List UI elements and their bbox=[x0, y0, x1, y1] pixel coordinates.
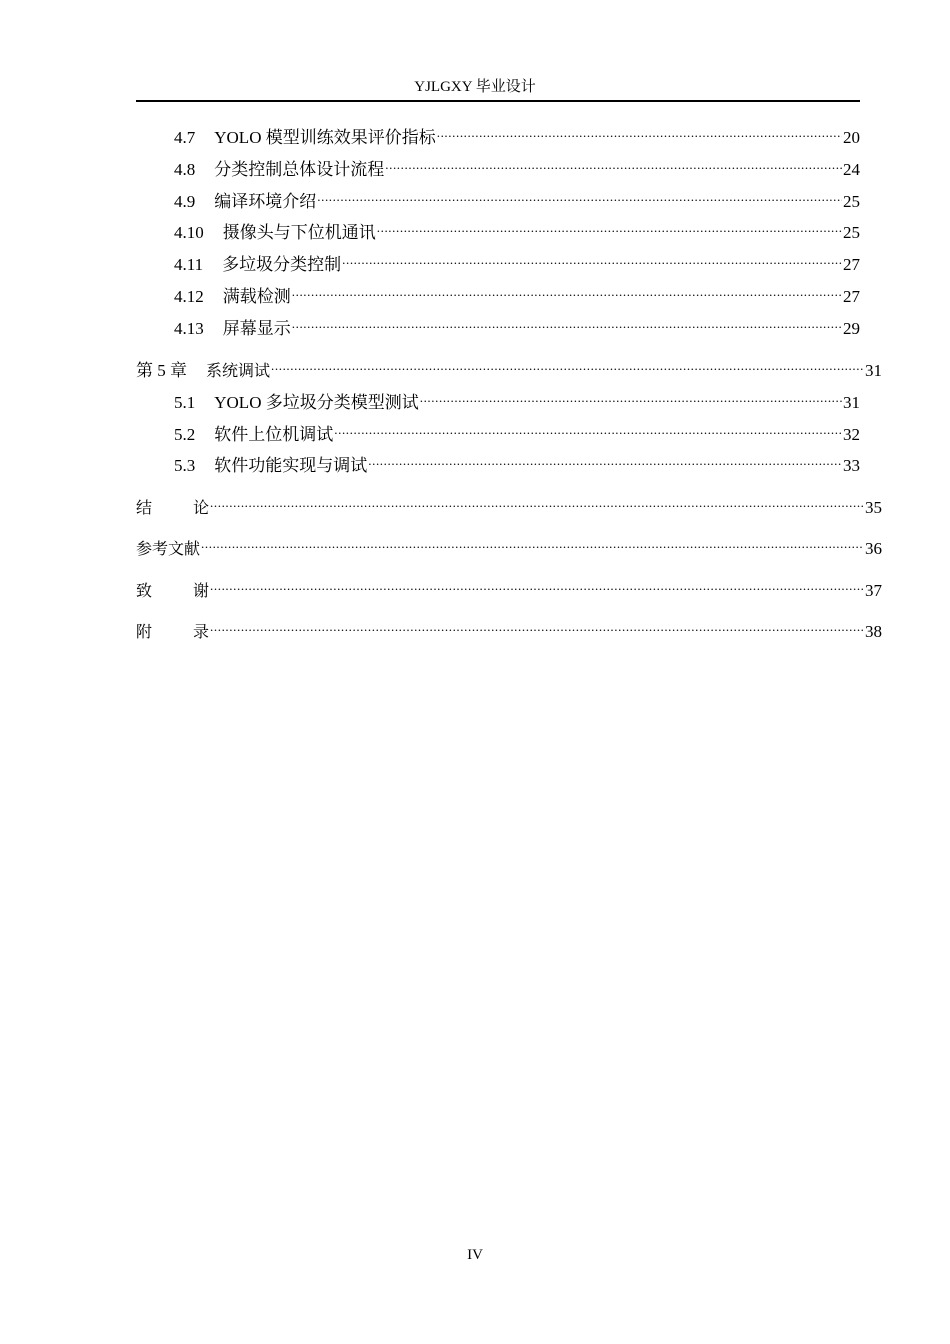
toc-entry-acknowledgements[interactable] bbox=[136, 574, 882, 602]
toc-entry-title: YOLO 模型训练效果评价指标 bbox=[214, 128, 436, 147]
toc-entry-number: 第 5 章 bbox=[136, 361, 187, 380]
toc-entry-page: 25 bbox=[843, 192, 860, 211]
toc-dot-leader bbox=[377, 216, 842, 238]
toc-dot-leader bbox=[210, 574, 864, 596]
toc-dot-leader bbox=[368, 449, 842, 471]
toc-dot-leader bbox=[317, 185, 842, 207]
toc-entry-conclusion[interactable] bbox=[136, 491, 882, 519]
toc-entry-4-7[interactable] bbox=[174, 121, 860, 149]
toc-entry-page: 31 bbox=[865, 361, 882, 380]
toc-entry-title: 摄像头与下位机通讯 bbox=[222, 223, 376, 242]
toc-dot-leader bbox=[292, 312, 842, 334]
toc-entry-page: 37 bbox=[865, 581, 882, 600]
toc-title-char: 致 bbox=[136, 581, 153, 600]
toc-entry-title: 分类控制总体设计流程 bbox=[214, 160, 385, 179]
toc-entry-title: 满载检测 bbox=[222, 287, 291, 306]
toc-dot-leader bbox=[210, 491, 864, 513]
page-number: IV bbox=[467, 1247, 483, 1263]
toc-entry-page: 31 bbox=[843, 393, 860, 412]
toc-entry-title: 系统调试 bbox=[206, 361, 271, 380]
toc-entry-4-11[interactable] bbox=[174, 248, 860, 276]
toc-entry-page: 35 bbox=[865, 498, 882, 517]
toc-entry-title: 多垃圾分类控制 bbox=[222, 255, 342, 274]
toc-entry-number: 4.7 bbox=[174, 128, 196, 147]
toc-entry-chapter-5[interactable] bbox=[136, 354, 882, 382]
toc-dot-leader bbox=[342, 248, 842, 270]
toc-entry-number: 5.3 bbox=[174, 456, 196, 475]
toc-entry-title bbox=[136, 580, 209, 602]
toc-dot-leader bbox=[334, 418, 842, 440]
toc-entry-5-1[interactable] bbox=[174, 386, 860, 414]
toc-entry-page: 25 bbox=[843, 223, 860, 242]
toc-entry-number: 4.10 bbox=[174, 223, 204, 242]
toc-dot-leader bbox=[271, 354, 864, 376]
toc-title-char: 附 bbox=[136, 622, 153, 641]
toc-entry-references[interactable] bbox=[136, 532, 882, 560]
toc-entry-title bbox=[136, 621, 209, 643]
toc-entry-page: 38 bbox=[865, 622, 882, 641]
toc-entry-number: 5.2 bbox=[174, 425, 196, 444]
toc-dot-leader bbox=[437, 121, 842, 143]
toc-dot-leader bbox=[420, 386, 842, 408]
toc-entry-page: 24 bbox=[843, 160, 860, 179]
toc-entry-number: 4.12 bbox=[174, 287, 204, 306]
toc-entry-number: 4.11 bbox=[174, 255, 204, 274]
toc-entry-number: 4.9 bbox=[174, 192, 196, 211]
header-divider bbox=[136, 100, 860, 102]
toc-entry-number: 5.1 bbox=[174, 393, 196, 412]
toc-entry-page: 32 bbox=[843, 425, 860, 444]
toc-dot-leader bbox=[210, 615, 864, 637]
toc-entry-title: 参考文献 bbox=[136, 539, 201, 558]
toc-entry-title: 屏幕显示 bbox=[222, 319, 291, 338]
toc-entry-4-10[interactable] bbox=[174, 216, 860, 244]
toc-title-char: 论 bbox=[193, 498, 210, 517]
toc-entry-title: 软件上位机调试 bbox=[214, 425, 334, 444]
toc-entry-appendix[interactable] bbox=[136, 615, 882, 643]
toc-entry-number: 4.13 bbox=[174, 319, 204, 338]
toc-entry-page: 29 bbox=[843, 319, 860, 338]
toc-entry-5-2[interactable] bbox=[174, 418, 860, 446]
toc-entry-page: 20 bbox=[843, 128, 860, 147]
toc-entry-4-9[interactable] bbox=[174, 185, 860, 213]
toc-entry-page: 27 bbox=[843, 287, 860, 306]
toc-entry-number: 4.8 bbox=[174, 160, 196, 179]
toc-dot-leader bbox=[292, 280, 842, 302]
toc-entry-page: 36 bbox=[865, 539, 882, 558]
toc-entry-title: YOLO 多垃圾分类模型测试 bbox=[214, 393, 419, 412]
toc-entry-4-13[interactable] bbox=[174, 312, 860, 340]
toc-entry-title bbox=[136, 497, 209, 519]
toc-dot-leader bbox=[201, 532, 864, 554]
toc-entry-page: 27 bbox=[843, 255, 860, 274]
toc-entry-page: 33 bbox=[843, 456, 860, 475]
toc-entry-title: 软件功能实现与调试 bbox=[214, 456, 368, 475]
toc-entry-4-8[interactable] bbox=[174, 153, 860, 181]
page-header-title: YJLGXY 毕业设计 bbox=[414, 79, 536, 95]
toc-title-char: 结 bbox=[136, 498, 153, 517]
toc-title-char: 谢 bbox=[193, 581, 210, 600]
toc-entry-4-12[interactable] bbox=[174, 280, 860, 308]
toc-title-char: 录 bbox=[193, 622, 210, 641]
toc-dot-leader bbox=[385, 153, 842, 175]
toc-entry-title: 编译环境介绍 bbox=[214, 192, 317, 211]
toc-entry-5-3[interactable] bbox=[174, 449, 860, 477]
